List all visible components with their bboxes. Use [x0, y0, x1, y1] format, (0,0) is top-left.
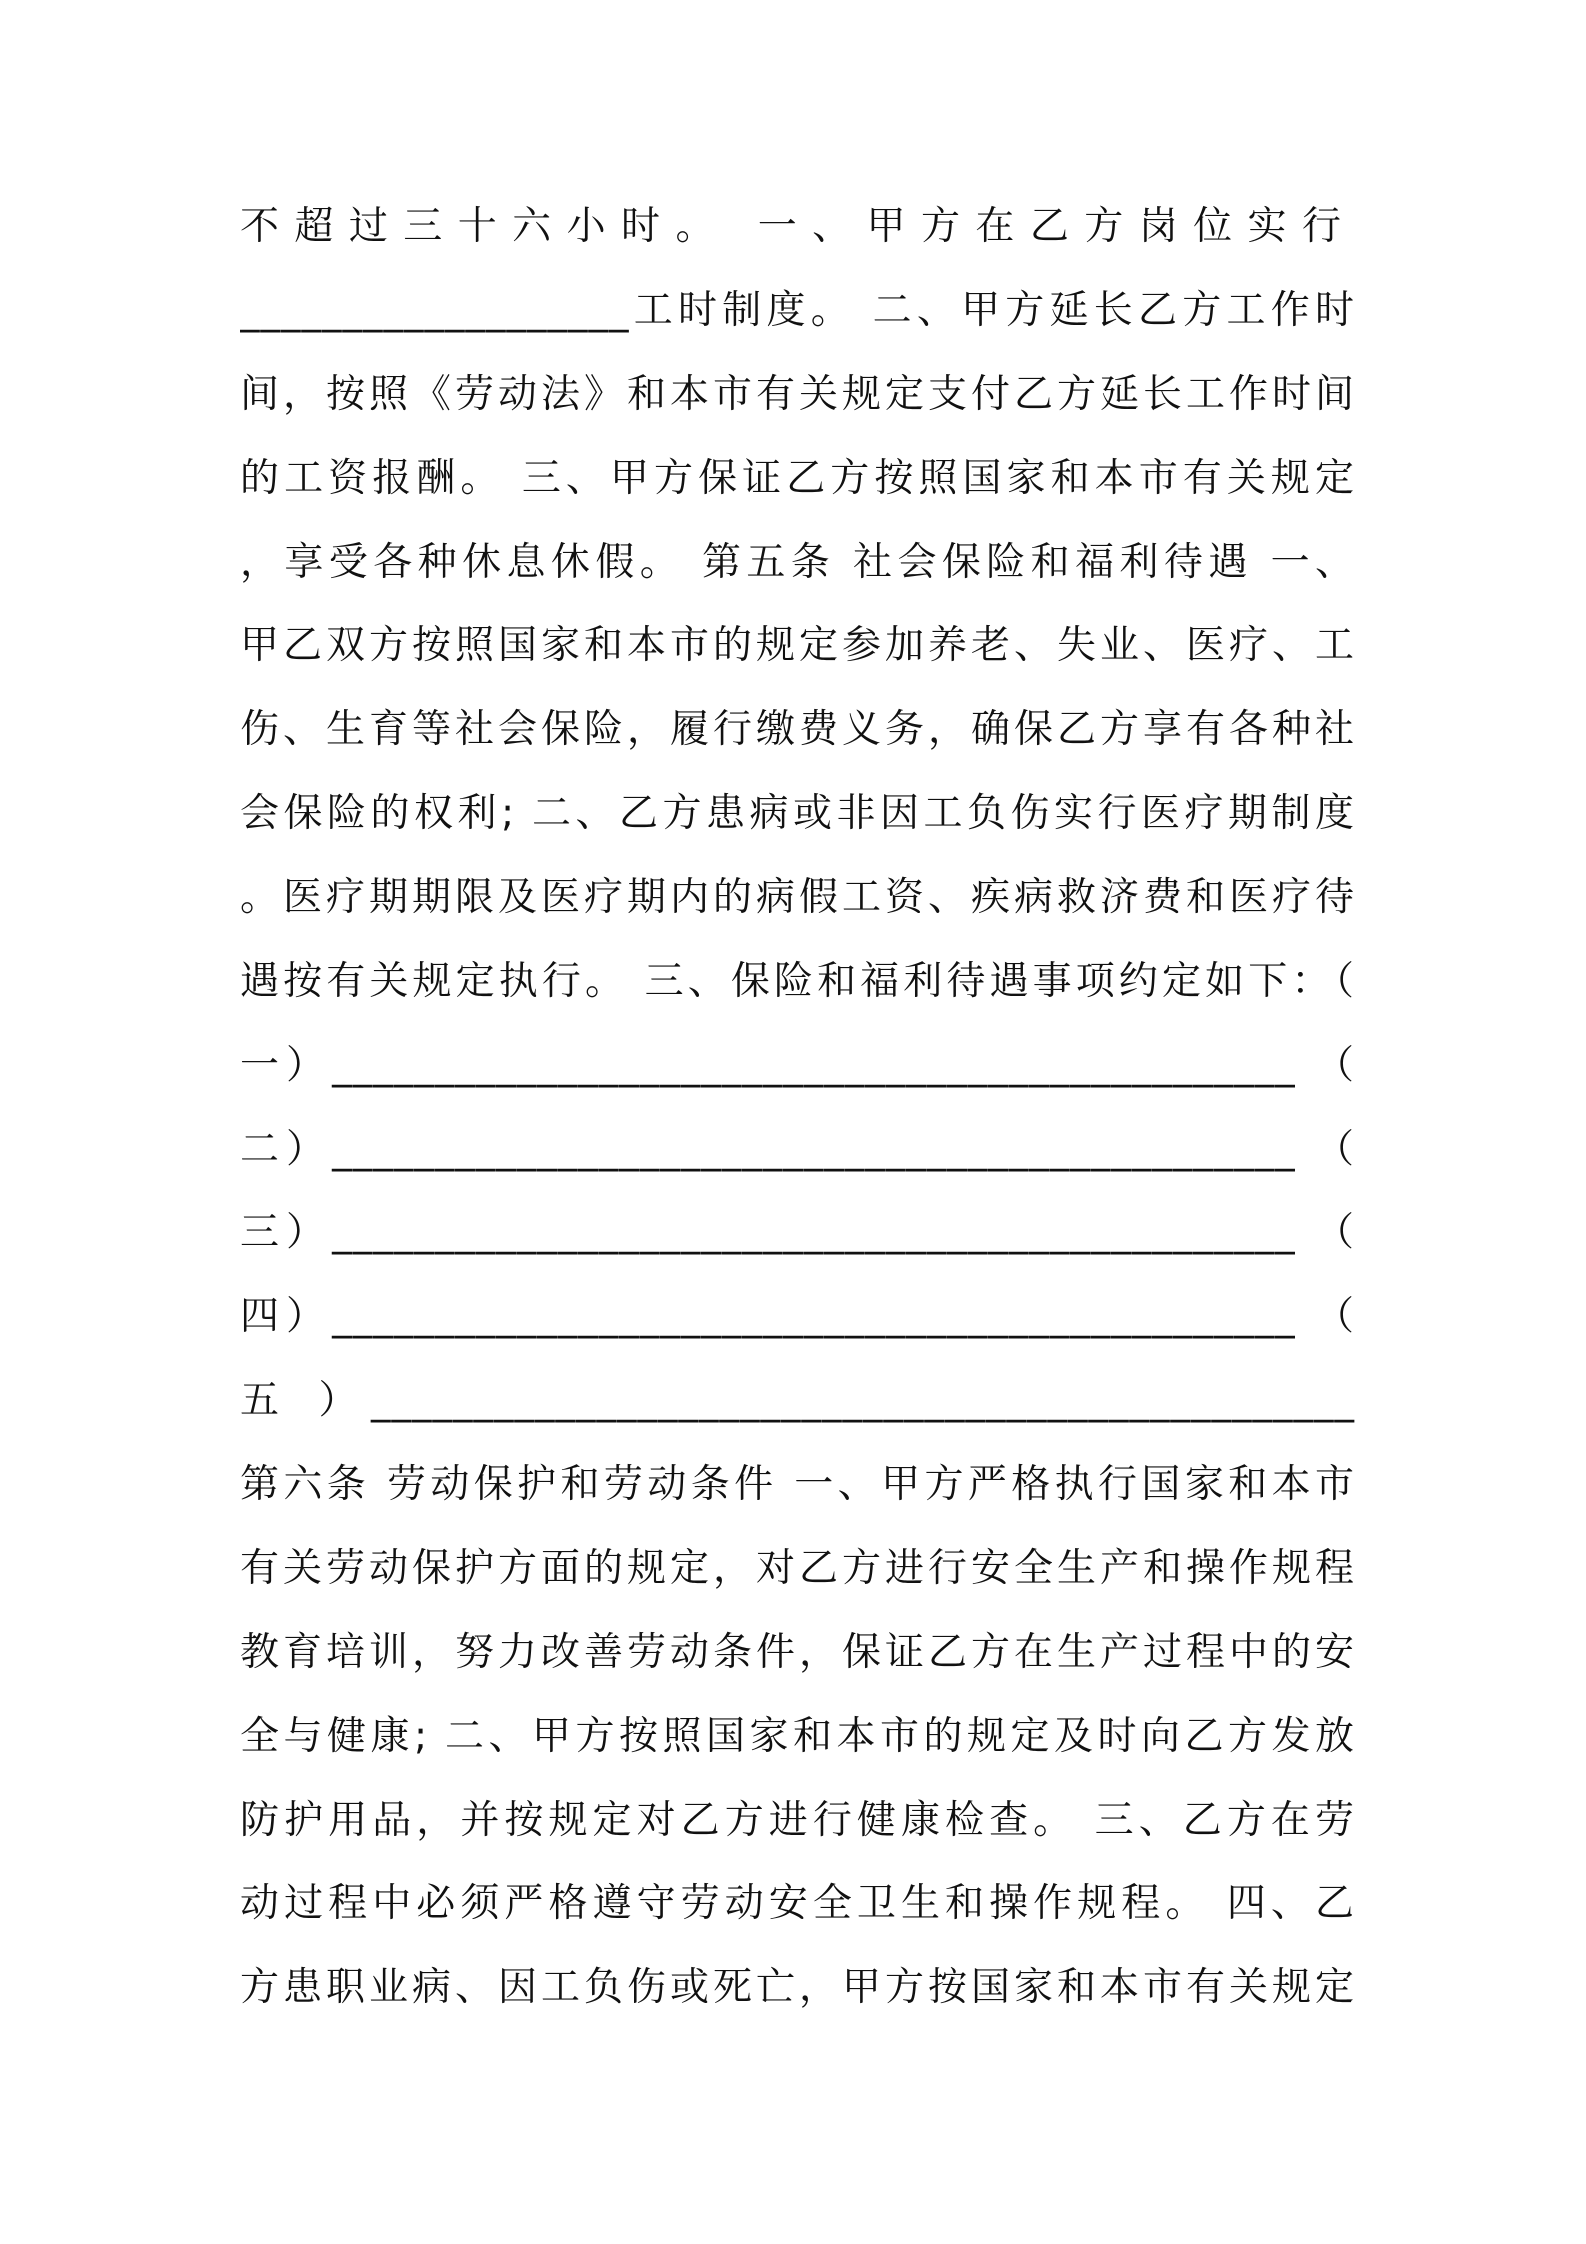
text-line: 第六条 劳动保护和劳动条件 一、甲方严格执行国家和本市 — [240, 1462, 1355, 1507]
text-line: 的工资报酬。 三、甲方保证乙方按照国家和本市有关规定 — [240, 456, 1355, 501]
text-line: 伤、生育等社会保险，履行缴费义务，确保乙方享有各种社 — [240, 707, 1355, 752]
text-line: 教育培训，努力改善劳动条件，保证乙方在生产过程中的安 — [240, 1630, 1355, 1675]
text-line: ___________________工时制度。 二、甲方延长乙方工作时 — [240, 288, 1355, 333]
text-line: 四）_______________________________________________ （ — [240, 1294, 1355, 1339]
text-line: 方患职业病、因工负伤或死亡，甲方按国家和本市有关规定 — [240, 1965, 1355, 2010]
text-line: 二）_______________________________________________ （ — [240, 1127, 1355, 1172]
text-line: 三）_______________________________________________ （ — [240, 1210, 1355, 1255]
text-line: 五 ）________________________________________________ — [240, 1378, 1355, 1423]
text-line: 不超过三十六小时。 一、甲方在乙方岗位实行 — [240, 204, 1355, 249]
text-line: 遇按有关规定执行。 三、保险和福利待遇事项约定如下：（ — [240, 959, 1355, 1004]
text-line: 会保险的权利; 二、乙方患病或非因工负伤实行医疗期制度 — [240, 791, 1355, 836]
text-line: 一）_______________________________________________ （ — [240, 1043, 1355, 1088]
text-line: ，享受各种休息休假。 第五条 社会保险和福利待遇 一、 — [240, 540, 1355, 585]
text-line: 甲乙双方按照国家和本市的规定参加养老、失业、医疗、工 — [240, 623, 1355, 668]
text-line: 动过程中必须严格遵守劳动安全卫生和操作规程。 四、乙 — [240, 1881, 1355, 1926]
text-line: 全与健康; 二、甲方按照国家和本市的规定及时向乙方发放 — [240, 1714, 1355, 1759]
text-line: 有关劳动保护方面的规定，对乙方进行安全生产和操作规程 — [240, 1546, 1355, 1591]
text-line: 间，按照《劳动法》和本市有关规定支付乙方延长工作时间 — [240, 372, 1355, 417]
text-line: 。医疗期期限及医疗期内的病假工资、疾病救济费和医疗待 — [240, 875, 1355, 920]
text-line: 防护用品，并按规定对乙方进行健康检查。 三、乙方在劳 — [240, 1798, 1355, 1843]
